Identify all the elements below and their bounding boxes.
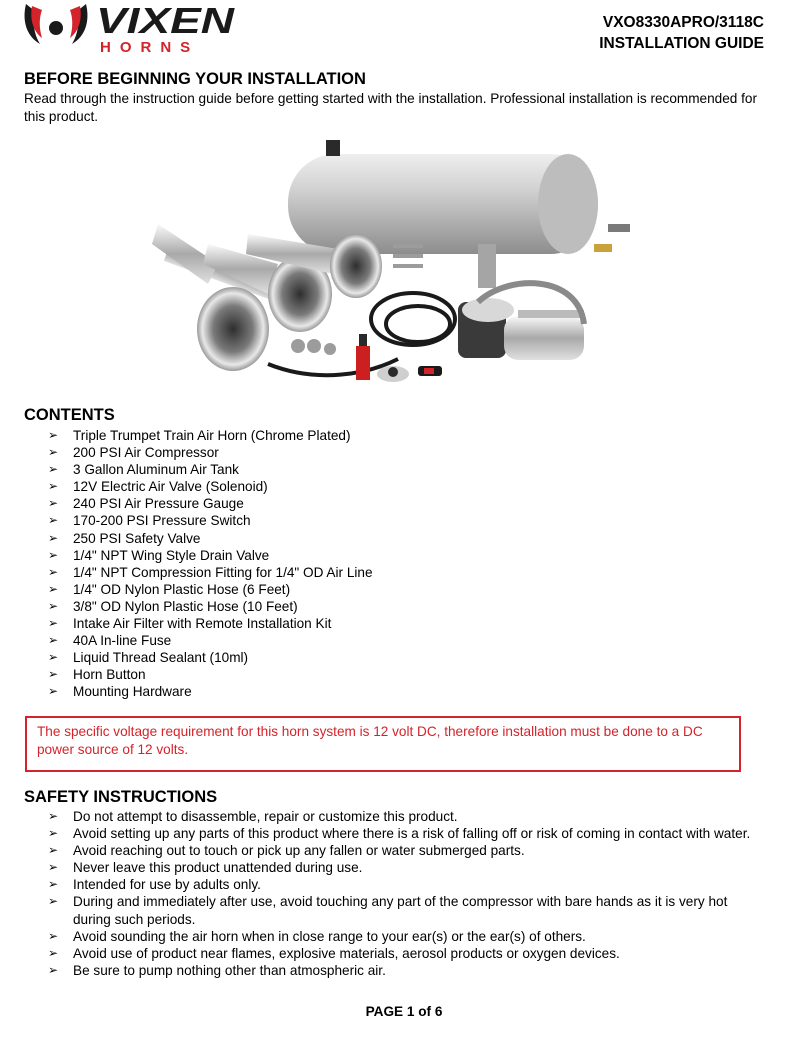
safety-list: [48, 808, 768, 979]
arrow-bullet-icon: ➢: [48, 650, 59, 665]
arrow-bullet-icon: ➢: [48, 616, 59, 631]
arrow-bullet-icon: ➢: [48, 877, 59, 892]
list-item: ➢ During and immediately after use, avoid touching any part of the compressor with bare hands as it is very hot during such periods.: [48, 894, 728, 927]
list-item: ➢ 40A In-line Fuse: [48, 633, 172, 649]
arrow-bullet-icon: ➢: [48, 826, 59, 841]
list-item: ➢ Intake Air Filter with Remote Installation Kit: [48, 616, 332, 632]
product-photo: [148, 134, 668, 396]
list-item: ➢ 1/4" OD Nylon Plastic Hose (6 Feet): [48, 581, 291, 597]
arrow-bullet-icon: ➢: [48, 684, 59, 699]
arrow-bullet-icon: ➢: [48, 445, 59, 460]
arrow-bullet-icon: ➢: [48, 928, 59, 943]
list-item: ➢ Avoid reaching out to touch or pick up any fallen or water submerged parts.: [48, 843, 525, 859]
list-item: ➢ 12V Electric Air Valve (Solenoid): [48, 479, 268, 495]
arrow-bullet-icon: ➢: [48, 513, 59, 528]
voltage-warning: The specific voltage requirement for this horn system is 12 volt DC, therefore installation must be done to a DC power source of 12 volts.: [25, 716, 741, 772]
contents-list: [48, 427, 373, 701]
list-item: ➢ Avoid setting up any parts of this product where there is a risk of falling off or risk of coming in contact with water.: [48, 826, 751, 842]
arrow-bullet-icon: ➢: [48, 667, 59, 682]
inline-fuse-icon: [418, 366, 442, 376]
list-item: ➢ 250 PSI Safety Valve: [48, 530, 201, 546]
arrow-bullet-icon: ➢: [48, 945, 59, 960]
arrow-bullet-icon: ➢: [48, 633, 59, 648]
vixen-horns-logo: [22, 0, 237, 56]
safety-heading: SAFETY INSTRUCTIONS: [24, 788, 218, 806]
arrow-bullet-icon: ➢: [48, 496, 59, 511]
list-item: ➢ Intended for use by adults only.: [48, 877, 261, 893]
list-item: ➢ 170-200 PSI Pressure Switch: [48, 513, 251, 529]
brand-top-text: VIXEN: [96, 0, 236, 41]
horns-mark-icon: [25, 4, 88, 44]
sealant-bottle-icon: [356, 334, 370, 380]
page-number: PAGE 1 of 6: [365, 1004, 443, 1019]
list-item: ➢ Mounting Hardware: [48, 684, 192, 700]
list-item: ➢ Avoid use of product near flames, explosive materials, aerosol products or oxygen devices.: [48, 945, 620, 961]
arrow-bullet-icon: ➢: [48, 547, 59, 562]
guide-title: INSTALLATION GUIDE: [599, 35, 764, 52]
arrow-bullet-icon: ➢: [48, 962, 59, 977]
trumpet-horn-icon: [152, 224, 382, 371]
arrow-bullet-icon: ➢: [48, 860, 59, 875]
arrow-bullet-icon: ➢: [48, 462, 59, 477]
brand-bottom-text: HORNS: [100, 39, 200, 56]
air-compressor-icon: [458, 283, 584, 360]
list-item: ➢ 1/4" NPT Compression Fitting for 1/4" OD Air Line: [48, 564, 373, 580]
arrow-bullet-icon: ➢: [48, 479, 59, 494]
list-item: ➢ 240 PSI Air Pressure Gauge: [48, 496, 244, 512]
arrow-bullet-icon: ➢: [48, 894, 59, 909]
header-info: [599, 12, 764, 54]
list-item: ➢ 200 PSI Air Compressor: [48, 445, 219, 461]
list-item: ➢ 3/8" OD Nylon Plastic Hose (10 Feet): [48, 598, 298, 614]
list-item: ➢ Liquid Thread Sealant (10ml): [48, 650, 249, 666]
list-item: ➢ Be sure to pump nothing other than atmospheric air.: [48, 962, 386, 978]
arrow-bullet-icon: ➢: [48, 564, 59, 579]
list-item: ➢ Never leave this product unattended during use.: [48, 860, 363, 876]
before-text: Read through the instruction guide before getting started with the installation. Professional installation is recommended for this product.: [24, 91, 757, 124]
arrow-bullet-icon: ➢: [48, 530, 59, 545]
list-item: ➢ Horn Button: [48, 667, 146, 683]
list-item: ➢ Avoid sounding the air horn when in close range to your ear(s) or the ear(s) of others.: [48, 928, 586, 944]
list-item: ➢ 3 Gallon Aluminum Air Tank: [48, 462, 239, 478]
arrow-bullet-icon: ➢: [48, 809, 59, 823]
before-heading: BEFORE BEGINNING YOUR INSTALLATION: [24, 70, 366, 88]
list-item: ➢ Triple Trumpet Train Air Horn (Chrome Plated): [48, 428, 351, 443]
arrow-bullet-icon: ➢: [48, 843, 59, 858]
list-item: ➢ 1/4" NPT Wing Style Drain Valve: [48, 547, 270, 563]
contents-heading: CONTENTS: [24, 406, 115, 424]
horn-button-icon: [377, 366, 409, 382]
list-item: ➢ Do not attempt to disassemble, repair or customize this product.: [48, 809, 458, 824]
arrow-bullet-icon: ➢: [48, 428, 59, 442]
arrow-bullet-icon: ➢: [48, 581, 59, 596]
model-number: VXO8330APRO/3118C: [602, 14, 764, 31]
arrow-bullet-icon: ➢: [48, 598, 59, 613]
